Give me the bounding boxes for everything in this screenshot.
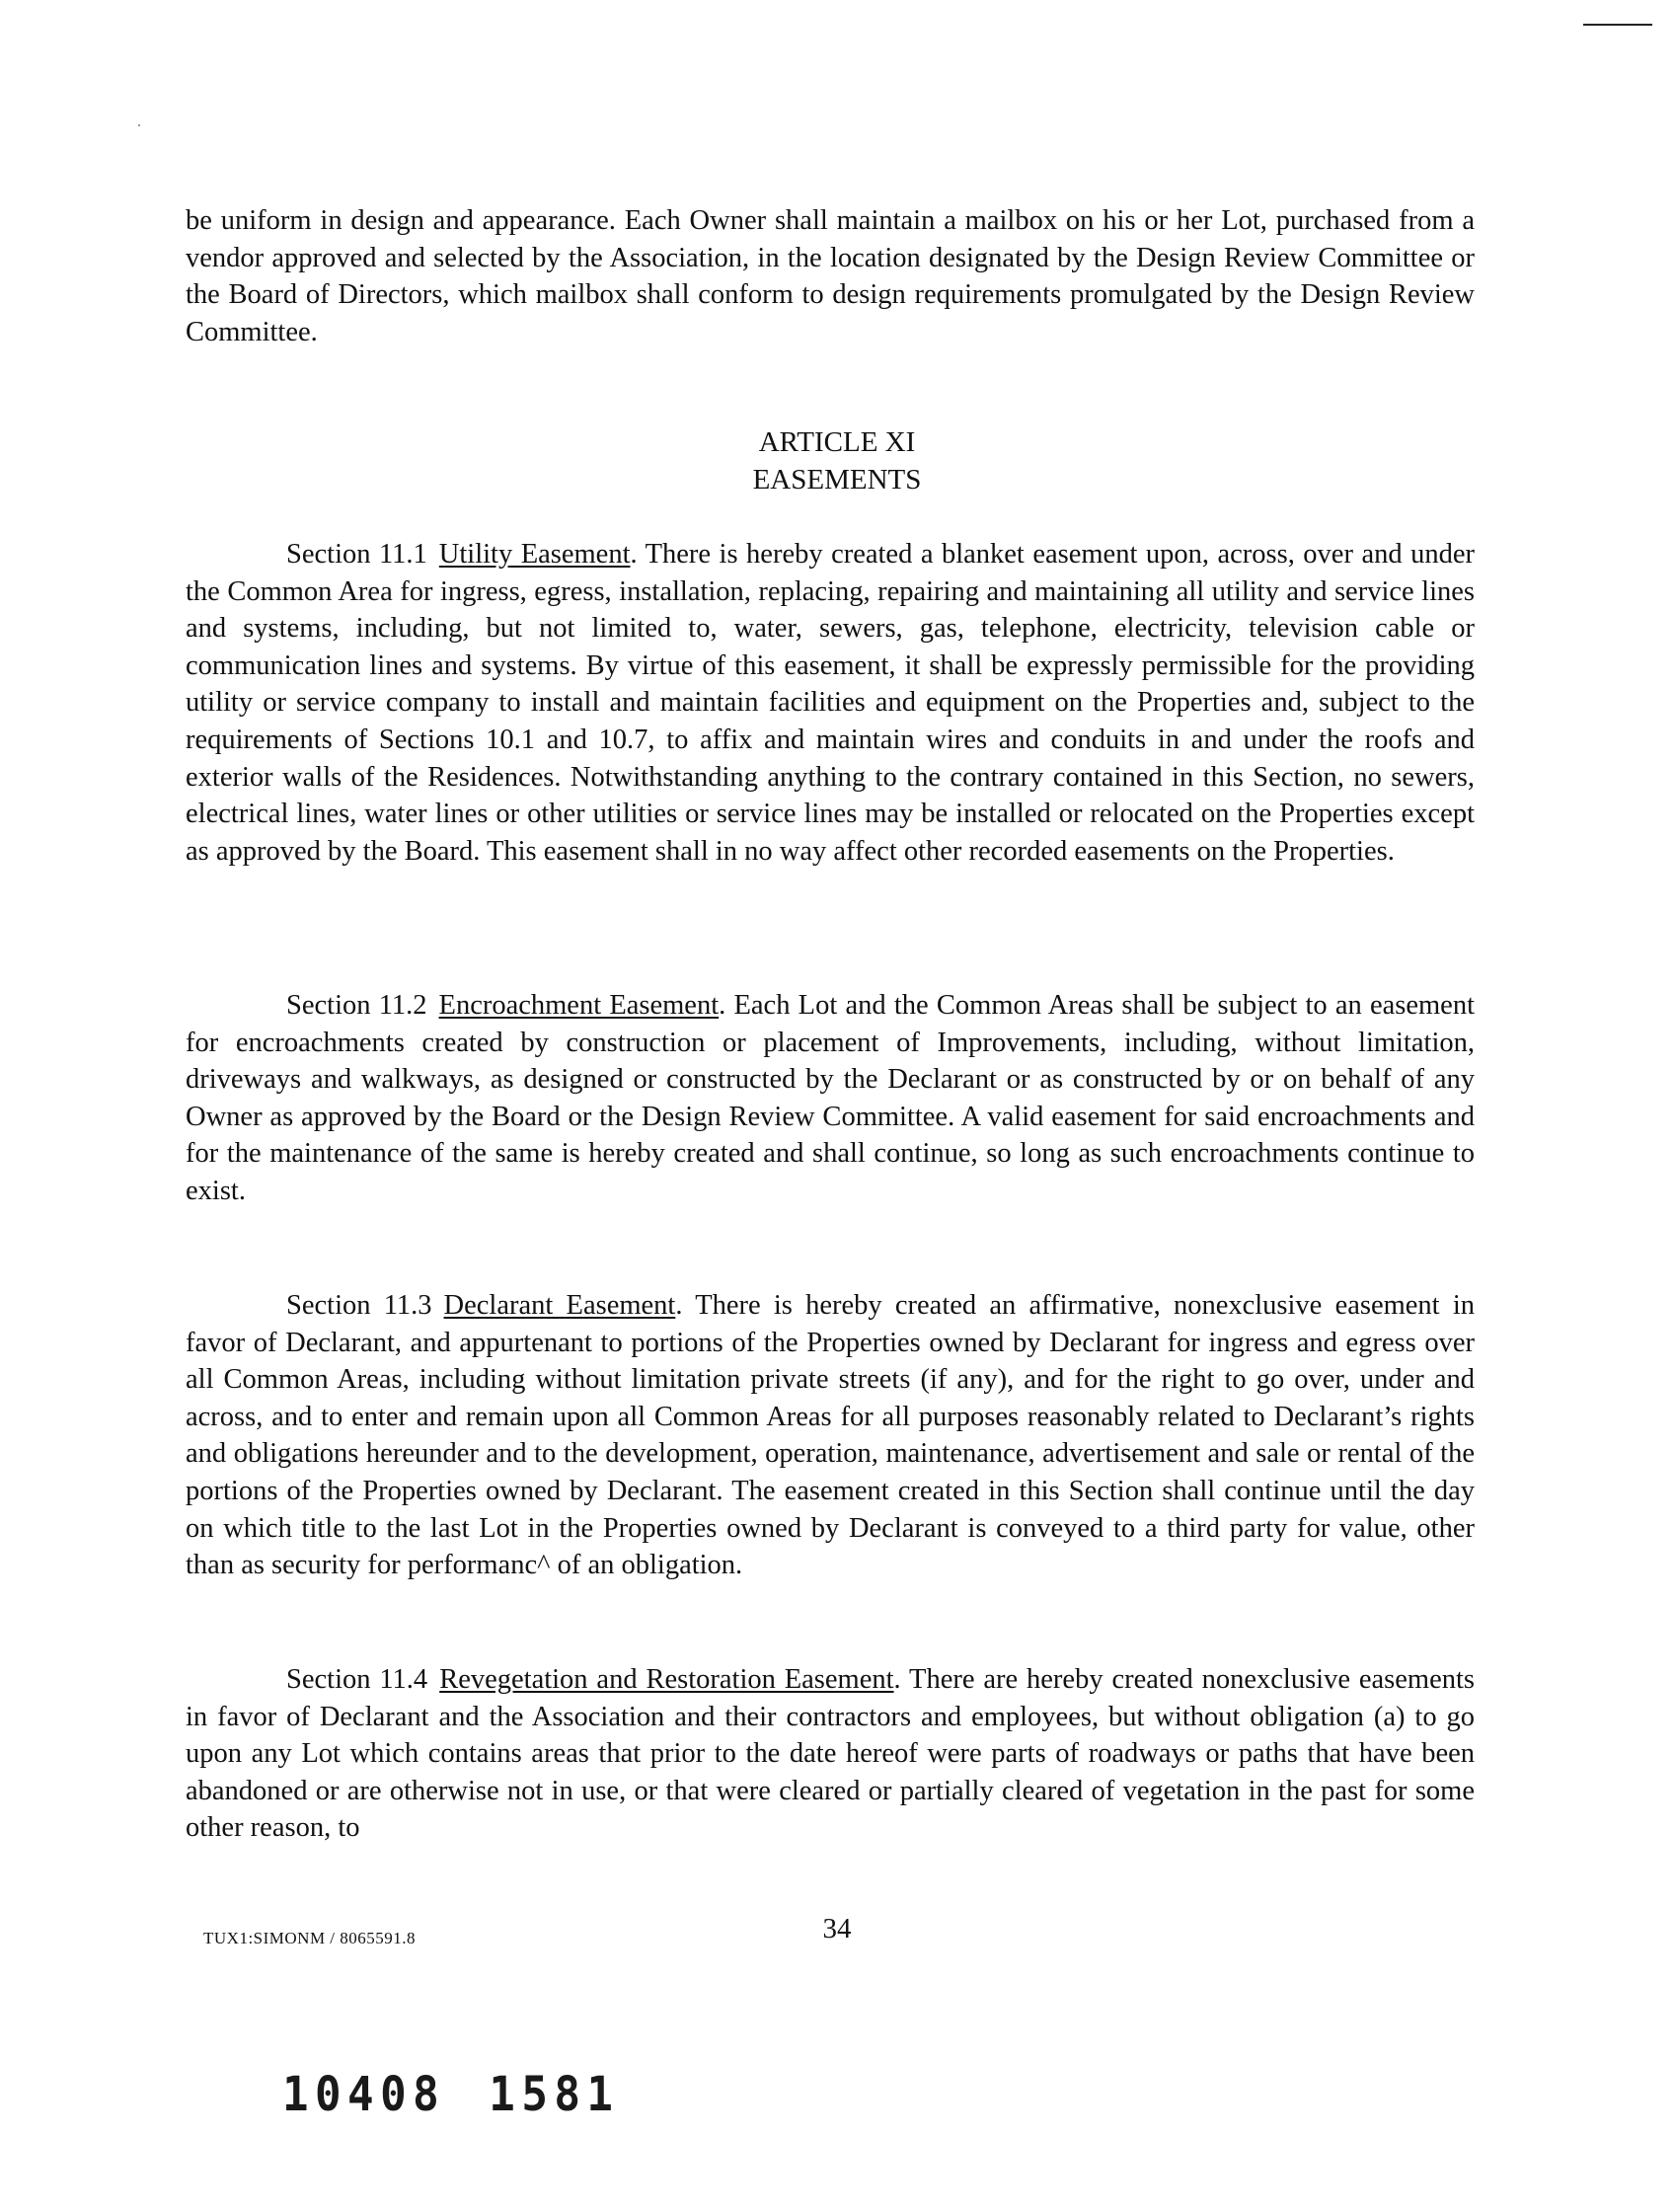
section-label: Section 11.3 (286, 1290, 432, 1321)
section-title: Encroachment Easement (438, 990, 720, 1021)
stamp-page-number: 1581 (489, 2067, 620, 2122)
scan-edge-mark (1583, 24, 1652, 26)
recording-stamp (282, 2067, 619, 2122)
section-title: Declarant Easement (443, 1290, 676, 1321)
scan-speck (138, 124, 140, 126)
article-title: EASEMENTS (752, 464, 922, 496)
section-11-4: Section 11.4 Revegetation and Restoration Easement. There are hereby created nonexclusive easements in favor of Declarant and the Association and their contractors and employees, but without obligation (a) to go upon any Lot which contains areas that prior to the date hereof were parts of roadways or paths that have been abandoned or are otherwise not in use, or that were cleared or partially cleared of vegetation in the past for some other reason, to (186, 1664, 1475, 1844)
section-body: There is hereby created a blanket easement upon, across, over and under the Common Area for ingress, egress, installation, replacing, repairing and maintaining all utility and service lines and systems, including, but not limited to, water, sewers, gas, telephone, electricity, television cable or communication lines and systems. By virtue of this easement, it shall be expressly permissible for the providing utility or service company to install and maintain facilities and equipment on the Properties and, subject to the requirements of Sections 10.1 and 10.7, to affix and maintain wires and conduits in and under the roofs and exterior walls of the Residences. Notwithstanding anything to the contrary contained in this Section, no sewers, electrical lines, water lines or other utilities or service lines may be installed or relocated on the Properties except as approved by the Board. This easement shall in no way affect other recorded easements on the Properties. (186, 539, 1475, 867)
continuation-paragraph: be uniform in design and appearance. Each Owner shall maintain a mailbox on his or her Lot, purchased from a vendor approved and selected by the Association, in the location designated by the Design Review Committee or the Board of Directors, which mailbox shall conform to design requirements promulgated by the Design Review Committee. (186, 205, 1475, 347)
section-title: Utility Easement (438, 539, 631, 570)
section-11-2: Section 11.2 Encroachment Easement. Each Lot and the Common Areas shall be subject to an easement for encroachments created by construction or placement of Improvements, including, without limitation, driveways and walkways, as designed or constructed by the Declarant or as constructed by or on behalf of any Owner as approved by the Board or the Design Review Committee. A valid easement for said encroachments and for the maintenance of the same is hereby created and shall continue, so long as such encroachments continue to exist. (186, 990, 1476, 1206)
section-label: Section 11.1 (286, 539, 427, 570)
section-body: Each Lot and the Common Areas shall be subject to an easement for encroachments created by construction or placement of Improvements, including, without limitation, driveways and walkways, as designed or constructed by the Declarant or as constructed by or on behalf of any Owner as approved by the Board or the Design Review Committee. A valid easement for said encroachments and for the maintenance of the same is hereby created and shall continue, so long as such encroachments continue to exist. (186, 990, 1476, 1206)
section-label: Section 11.4 (286, 1664, 428, 1695)
section-label: Section 11.2 (286, 990, 427, 1021)
page-number: 34 (822, 1913, 852, 1945)
article-number: ARTICLE XI (758, 426, 916, 458)
section-11-1: Section 11.1 Utility Easement. There is hereby created a blanket easement upon, across, over and under the Common Area for ingress, egress, installation, replacing, repairing and maintaining all utility and service lines and systems, including, but not limited to, water, sewers, gas, telephone, electricity, television cable or communication lines and systems. By virtue of this easement, it shall be expressly permissible for the providing utility or service company to install and maintain facilities and equipment on the Properties and, subject to the requirements of Sections 10.1 and 10.7, to affix and maintain wires and conduits in and under the roofs and exterior walls of the Residences. Notwithstanding anything to the contrary contained in this Section, no sewers, electrical lines, water lines or other utilities or service lines may be installed or relocated on the Properties except as approved by the Board. This easement shall in no way affect other recorded easements on the Properties. (186, 539, 1475, 867)
stamp-book-number: 10408 (282, 2067, 446, 2122)
section-body: There is hereby created an affirmative, nonexclusive easement in favor of Declarant, and appurtenant to portions of the Properties owned by Declarant for ingress and egress over all Common Areas, including without limitation private streets (if any), and for the right to go over, under and across, and to enter and remain upon all Common Areas for all purposes reasonably related to Declarant’s rights and obligations hereunder and to the development, operation, maintenance, advertisement and sale or rental of the portions of the Properties owned by Declarant. The easement created in this Section shall continue until the day on which title to the last Lot in the Properties owned by Declarant is conveyed to a third party for value, other than as security for performanc^ of an obligation. (186, 1290, 1475, 1581)
section-11-3: Section 11.3 Declarant Easement. There is hereby created an affirmative, nonexclusive easement in favor of Declarant, and appurtenant to portions of the Properties owned by Declarant for ingress and egress over all Common Areas, including without limitation private streets (if any), and for the right to go over, under and across, and to enter and remain upon all Common Areas for all purposes reasonably related to Declarant’s rights and obligations hereunder and to the development, operation, maintenance, advertisement and sale or rental of the portions of the Properties owned by Declarant. The easement created in this Section shall continue until the day on which title to the last Lot in the Properties owned by Declarant is conveyed to a third party for value, other than as security for performanc^ of an obligation. (186, 1290, 1475, 1581)
footer-document-id: TUX1:SIMONM / 8065591.8 (203, 1929, 417, 1947)
section-title: Revegetation and Restoration Easement (439, 1664, 894, 1695)
section-body: There are hereby created nonexclusive easements in favor of Declarant and the Association and their contractors and employees, but without obligation (a) to go upon any Lot which contains areas that prior to the date hereof were parts of roadways or paths that have been abandoned or are otherwise not in use, or that were cleared or partially cleared of vegetation in the past for some other reason, to (186, 1664, 1475, 1844)
